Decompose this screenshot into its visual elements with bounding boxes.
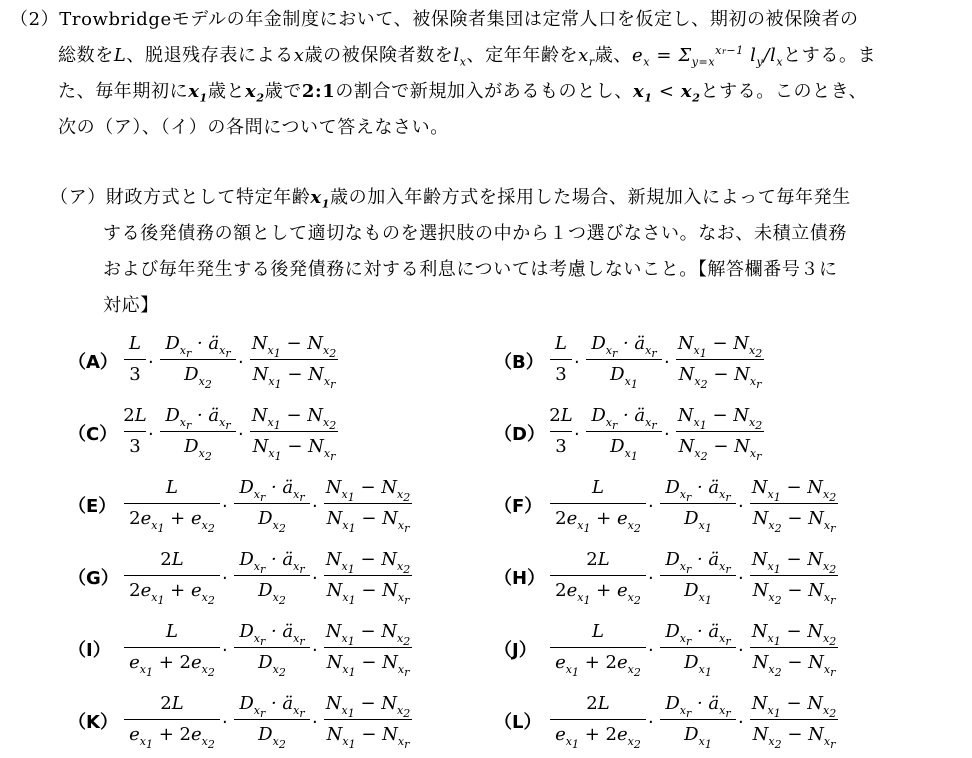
commutation-numerator: $N_{x_1} - N_{x_2}$ [677, 405, 763, 432]
coefficient-numerator: L [166, 477, 178, 498]
option-label: （H） [494, 568, 546, 589]
annuity-fraction [586, 402, 662, 466]
option-label: （D） [494, 424, 545, 445]
commutation-fraction [324, 690, 412, 754]
annuity-numerator: $D_{x_r}$ · $ä_{x_r}$ [239, 693, 305, 720]
commutation-fraction [324, 474, 412, 538]
annuity-fraction [660, 618, 736, 682]
annuity-fraction [160, 330, 236, 394]
commutation-denominator: $N_{x_1} - N_{x_r}$ [326, 580, 410, 607]
commutation-numerator: $N_{x_1} - N_{x_2}$ [325, 549, 411, 576]
coefficient-numerator: L [555, 333, 567, 354]
coefficient-denominator: $2e_{x_1} + e_{x_2}$ [129, 508, 215, 535]
coefficient-denominator: 3 [555, 364, 567, 385]
annuity-denominator: $D_{x_2}$ [258, 652, 286, 679]
commutation-numerator: $N_{x_1} - N_{x_2}$ [751, 549, 837, 576]
multiply-dot: · [648, 640, 654, 661]
multiply-dot: · [648, 712, 654, 733]
option-h [494, 546, 914, 610]
commutation-numerator: $N_{x_1} - N_{x_2}$ [251, 405, 337, 432]
commutation-denominator: $N_{x_1} - N_{x_r}$ [326, 508, 410, 535]
subquestion-label: （ア） [50, 187, 106, 208]
multiply-dot: · [222, 568, 228, 589]
coefficient-denominator: $e_{x_1} + 2e_{x_2}$ [555, 724, 641, 751]
commutation-numerator: $N_{x_1} - N_{x_2}$ [751, 693, 837, 720]
option-label: （B） [494, 352, 544, 373]
multiply-dot: · [222, 640, 228, 661]
option-label: （L） [494, 712, 542, 733]
annuity-numerator: $D_{x_r}$ · $ä_{x_r}$ [665, 477, 731, 504]
option-d [494, 402, 914, 466]
annuity-fraction [160, 402, 236, 466]
commutation-denominator: $N_{x_2} - N_{x_r}$ [752, 724, 836, 751]
multiply-dot: · [738, 496, 744, 517]
option-g [68, 546, 488, 610]
annuity-fraction [660, 474, 736, 538]
coefficient-denominator: $2e_{x_1} + e_{x_2}$ [129, 580, 215, 607]
coefficient-fraction [550, 402, 572, 466]
commutation-denominator: $N_{x_2} - N_{x_r}$ [752, 652, 836, 679]
commutation-denominator: $N_{x_2} - N_{x_r}$ [752, 508, 836, 535]
option-i [68, 618, 488, 682]
commutation-denominator: $N_{x_1} - N_{x_r}$ [326, 724, 410, 751]
question-number: （2） [10, 9, 60, 30]
annuity-numerator: $D_{x_r}$ · $ä_{x_r}$ [665, 693, 731, 720]
option-label: （A） [68, 352, 118, 373]
multiply-dot: · [312, 496, 318, 517]
annuity-denominator: $D_{x_1}$ [610, 364, 638, 391]
coefficient-numerator: 2L [160, 549, 184, 570]
option-label: （F） [494, 496, 543, 517]
commutation-denominator: $N_{x_1} - N_{x_r}$ [252, 436, 336, 463]
coefficient-fraction [124, 330, 146, 394]
coefficient-numerator: L [129, 333, 141, 354]
multiply-dot: · [738, 568, 744, 589]
annuity-fraction [660, 546, 736, 610]
question-line-2: 総数をL、脱退残存表によるx歳の被保険者数を$l_x$、定年年齢を$x_r$歳、$e_x = \Sigma_{y=x}^{xr-1}$ $l_y/l_x$とする。ま [58, 44, 877, 69]
multiply-dot: · [312, 712, 318, 733]
coefficient-denominator: 3 [129, 436, 141, 457]
annuity-numerator: $D_{x_r}$ · $ä_{x_r}$ [591, 333, 657, 360]
annuity-fraction [660, 690, 736, 754]
annuity-denominator: $D_{x_2}$ [184, 364, 212, 391]
option-label: （E） [68, 496, 117, 517]
option-k [68, 690, 488, 754]
coefficient-fraction [550, 690, 646, 754]
annuity-numerator: $D_{x_r}$ · $ä_{x_r}$ [165, 333, 231, 360]
multiply-dot: · [664, 352, 670, 373]
coefficient-denominator: 3 [129, 364, 141, 385]
coefficient-denominator: $2e_{x_1} + e_{x_2}$ [555, 580, 641, 607]
multiply-dot: · [648, 496, 654, 517]
annuity-numerator: $D_{x_r}$ · $ä_{x_r}$ [239, 621, 305, 648]
coefficient-fraction [550, 330, 572, 394]
multiply-dot: · [148, 352, 154, 373]
commutation-denominator: $N_{x_1} - N_{x_r}$ [252, 364, 336, 391]
option-label: （C） [68, 424, 118, 445]
option-f [494, 474, 914, 538]
commutation-fraction [750, 546, 838, 610]
question-line-1: （2）Trowbridgeモデルの年金制度において、被保険者集団は定常人口を仮定し、期初の被保険者の [10, 9, 859, 30]
commutation-numerator: $N_{x_1} - N_{x_2}$ [325, 693, 411, 720]
coefficient-numerator: 2L [549, 405, 573, 426]
annuity-numerator: $D_{x_r}$ · $ä_{x_r}$ [665, 549, 731, 576]
annuity-fraction [586, 330, 662, 394]
option-label: （I） [68, 640, 111, 661]
multiply-dot: · [738, 640, 744, 661]
annuity-denominator: $D_{x_1}$ [684, 508, 712, 535]
coefficient-denominator: $e_{x_1} + 2e_{x_2}$ [555, 652, 641, 679]
option-c [68, 402, 488, 466]
commutation-denominator: $N_{x_2} - N_{x_r}$ [752, 580, 836, 607]
coefficient-fraction [550, 546, 646, 610]
option-j [494, 618, 914, 682]
annuity-denominator: $D_{x_1}$ [610, 436, 638, 463]
option-label: （G） [68, 568, 119, 589]
commutation-denominator: $N_{x_1} - N_{x_r}$ [326, 652, 410, 679]
commutation-fraction [750, 618, 838, 682]
coefficient-numerator: 2L [123, 405, 147, 426]
commutation-numerator: $N_{x_1} - N_{x_2}$ [251, 333, 337, 360]
commutation-numerator: $N_{x_1} - N_{x_2}$ [677, 333, 763, 360]
multiply-dot: · [148, 424, 154, 445]
commutation-denominator: $N_{x_2} - N_{x_r}$ [678, 364, 762, 391]
option-label: （J） [494, 640, 537, 661]
coefficient-numerator: 2L [586, 549, 610, 570]
coefficient-numerator: 2L [160, 693, 184, 714]
multiply-dot: · [574, 424, 580, 445]
annuity-denominator: $D_{x_1}$ [684, 724, 712, 751]
option-l [494, 690, 914, 754]
multiply-dot: · [312, 568, 318, 589]
coefficient-denominator: $e_{x_1} + 2e_{x_2}$ [129, 652, 215, 679]
coefficient-fraction [124, 618, 220, 682]
annuity-denominator: $D_{x_2}$ [258, 580, 286, 607]
multiply-dot: · [648, 568, 654, 589]
multiply-dot: · [312, 640, 318, 661]
coefficient-denominator: $2e_{x_1} + e_{x_2}$ [555, 508, 641, 535]
coefficient-numerator: 2L [586, 693, 610, 714]
annuity-fraction [234, 546, 310, 610]
coefficient-numerator: L [166, 621, 178, 642]
multiply-dot: · [574, 352, 580, 373]
multiply-dot: · [238, 352, 244, 373]
annuity-numerator: $D_{x_r}$ · $ä_{x_r}$ [665, 621, 731, 648]
annuity-numerator: $D_{x_r}$ · $ä_{x_r}$ [239, 549, 305, 576]
annuity-denominator: $D_{x_1}$ [684, 580, 712, 607]
multiply-dot: · [238, 424, 244, 445]
annuity-denominator: $D_{x_2}$ [258, 724, 286, 751]
coefficient-denominator: $e_{x_1} + 2e_{x_2}$ [129, 724, 215, 751]
coefficient-numerator: L [592, 621, 604, 642]
subquestion-line-1: （ア）財政方式として特定年齢$x_1$歳の加入年齢方式を採用した場合、新規加入によって毎年発生 [50, 187, 851, 211]
commutation-fraction [324, 618, 412, 682]
commutation-numerator: $N_{x_1} - N_{x_2}$ [751, 477, 837, 504]
coefficient-fraction [124, 690, 220, 754]
coefficient-numerator: L [592, 477, 604, 498]
commutation-fraction [250, 330, 338, 394]
option-e [68, 474, 488, 538]
annuity-denominator: $D_{x_2}$ [258, 508, 286, 535]
commutation-fraction [250, 402, 338, 466]
coefficient-denominator: 3 [555, 436, 567, 457]
commutation-numerator: $N_{x_1} - N_{x_2}$ [751, 621, 837, 648]
multiply-dot: · [222, 712, 228, 733]
question-line-4: 次の（ア）、（イ）の各問について答えなさい。 [58, 117, 449, 138]
annuity-denominator: $D_{x_1}$ [684, 652, 712, 679]
annuity-numerator: $D_{x_r}$ · $ä_{x_r}$ [239, 477, 305, 504]
annuity-fraction [234, 618, 310, 682]
annuity-denominator: $D_{x_2}$ [184, 436, 212, 463]
commutation-fraction [676, 402, 764, 466]
coefficient-fraction [124, 402, 146, 466]
commutation-fraction [324, 546, 412, 610]
annuity-numerator: $D_{x_r}$ · $ä_{x_r}$ [591, 405, 657, 432]
coefficient-fraction [550, 618, 646, 682]
multiply-dot: · [222, 496, 228, 517]
option-label: （K） [68, 712, 118, 733]
commutation-numerator: $N_{x_1} - N_{x_2}$ [325, 621, 411, 648]
commutation-fraction [676, 330, 764, 394]
commutation-denominator: $N_{x_2} - N_{x_r}$ [678, 436, 762, 463]
commutation-numerator: $N_{x_1} - N_{x_2}$ [325, 477, 411, 504]
coefficient-fraction [124, 474, 220, 538]
option-a [68, 330, 488, 394]
annuity-fraction [234, 690, 310, 754]
subquestion-line-4: 対応】 [103, 295, 159, 316]
multiply-dot: · [664, 424, 670, 445]
question-line-3: た、毎年期初に$x_1$歳と$x_2$歳で2:1の割合で新規加入があるものとし、$x_1 < x_2$とする。このとき、 [58, 81, 868, 105]
commutation-fraction [750, 690, 838, 754]
coefficient-fraction [550, 474, 646, 538]
option-b [494, 330, 914, 394]
coefficient-fraction [124, 546, 220, 610]
subquestion-line-3: および毎年発生する後発債務に対する利息については考慮しないこと。【解答欄番号３に [103, 259, 838, 280]
multiply-dot: · [738, 712, 744, 733]
commutation-fraction [750, 474, 838, 538]
subquestion-line-2: する後発債務の額として適切なものを選択肢の中から１つ選びなさい。なお、未積立債務 [103, 223, 847, 244]
annuity-numerator: $D_{x_r}$ · $ä_{x_r}$ [165, 405, 231, 432]
annuity-fraction [234, 474, 310, 538]
